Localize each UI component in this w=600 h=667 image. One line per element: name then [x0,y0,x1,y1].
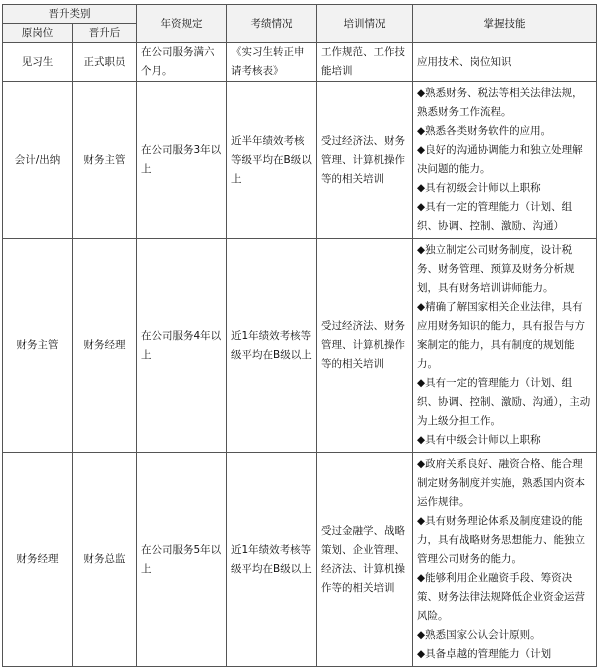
cell-assessment: 《实习生转正申请考核表》 [227,43,317,82]
skill-item: ◆熟悉各类财务软件的应用。 [417,125,552,137]
cell-to: 财务主管 [73,82,137,239]
cell-skills [413,239,597,453]
skill-item: ◆能够利用企业融资手段、筹资决策、财务法律法规降低企业资金运营风险。 [417,572,585,622]
cell-assessment: 近1年绩效考核等级平均在B级以上 [227,453,317,667]
cell-training: 工作规范、工作技能培训 [317,43,413,82]
cell-from: 见习生 [3,43,73,82]
skill-item: ◆精确了解国家相关企业法律，具有应用财务知识的能力，具有报告与方案制定的能力，具有制度的规划能力。 [417,301,585,370]
cell-seniority: 在公司服务5年以上 [137,453,227,667]
skill-item: ◆具有中级会计师以上职称 [417,434,541,446]
skill-item: ◆具有一定的管理能力（计划、组织、协调、控制、激励、沟通） [417,201,573,232]
cell-assessment: 近半年绩效考核等级平均在B级以上 [227,82,317,239]
skill-item: ◆具有财务理论体系及制度建设的能力，具有战略财务思想能力、能独立管理公司财务的能力。 [417,515,585,565]
header-assessment: 考绩情况 [227,5,317,43]
skill-item: ◆熟悉财务、税法等相关法律法规，熟悉财务工作流程。 [417,87,583,118]
skill-item: ◆具有一定的管理能力（计划、组织、协调、控制、激励、沟通），主动为上级分担工作。 [417,377,591,427]
skill-item: ◆政府关系良好、融资合格、能合理制定财务制度并实施，熟悉国内资本运作规律。 [417,458,585,508]
cell-to: 正式职员 [73,43,137,82]
cell-training: 受过金融学、战略策划、企业管理、经济法、计算机操作等的相关培训 [317,453,413,667]
cell-training: 受过经济法、财务管理、计算机操作等的相关培训 [317,239,413,453]
header-after-promotion: 晋升后 [73,24,137,43]
cell-to: 财务经理 [73,239,137,453]
cell-from: 财务主管 [3,239,73,453]
table-row [3,82,597,239]
header-training: 培训情况 [317,5,413,43]
cell-assessment: 近1年绩效考核等级平均在B级以上 [227,239,317,453]
skill-item: ◆独立制定公司财务制度，设计税务、财务管理、预算及财务分析规划，具有财务培训讲师能力。 [417,244,575,294]
cell-seniority: 在公司服务满六个月。 [137,43,227,82]
skill-item: ◆具有初级会计师以上职称 [417,182,541,194]
header-skills: 掌握技能 [413,5,597,43]
cell-from: 会计/出纳 [3,82,73,239]
header-row [3,5,597,24]
skill-item: ◆熟悉国家公认会计原则。 [417,629,541,641]
promotion-table [2,4,597,667]
cell-training: 受过经济法、财务管理、计算机操作等的相关培训 [317,82,413,239]
cell-skills [413,453,597,667]
header-original-post: 原岗位 [3,24,73,43]
cell-seniority: 在公司服务3年以上 [137,82,227,239]
skill-item: ◆具备卓越的管理能力（计划 [417,648,552,660]
table-row [3,239,597,453]
cell-from: 财务经理 [3,453,73,667]
table-row [3,43,597,82]
skill-item: ◆良好的沟通协调能力和独立处理解决问题的能力。 [417,144,583,175]
header-promotion-type: 晋升类别 [3,5,137,24]
cell-skills [413,82,597,239]
header-seniority: 年资规定 [137,5,227,43]
skill-item: 应用技术、岗位知识 [417,55,512,68]
cell-to: 财务总监 [73,453,137,667]
cell-skills [413,43,597,82]
table-row [3,453,597,667]
cell-seniority: 在公司服务4年以上 [137,239,227,453]
